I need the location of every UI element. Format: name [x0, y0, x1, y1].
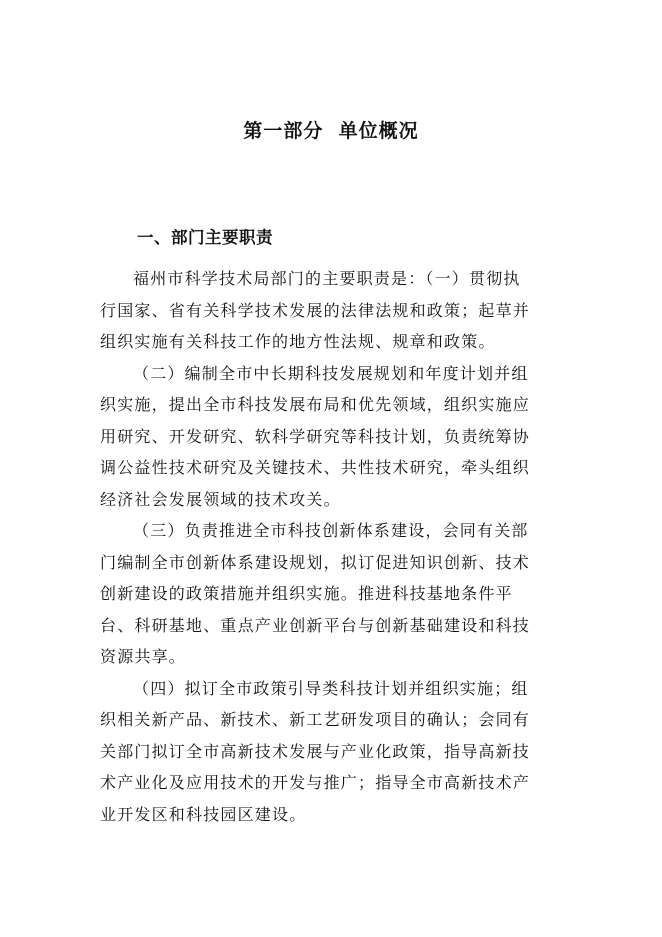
paragraph-line: 行国家、省有关科学技术发展的法律法规和政策；起草并: [100, 300, 531, 320]
paragraph-duty-4: [100, 673, 560, 831]
paragraph-line: （二）编制全市中长期科技发展规划和年度计划并组: [133, 363, 529, 383]
page-title: 第一部分 单位概况: [243, 120, 419, 142]
paragraph-line: 资源共享。: [100, 647, 187, 666]
paragraph-line: 组织实施有关科技工作的地方性法规、规章和政策。: [100, 332, 496, 351]
paragraph-line: 织实施，提出全市科技发展布局和优先领域，组织实施应: [100, 395, 531, 414]
paragraph-duties-intro: [100, 263, 560, 358]
paragraph-line: （四）拟订全市政策引导类科技计划并组织实施；组: [133, 678, 529, 698]
paragraph-line: 关部门拟订全市高新技术发展与产业化政策，指导高新技: [100, 741, 531, 761]
section-heading: 一、部门主要职责: [137, 228, 273, 247]
paragraph-line: 织相关新产品、新技术、新工艺研发项目的确认；会同有: [100, 710, 531, 729]
paragraph-line: 经济社会发展领域的技术攻关。: [100, 489, 341, 509]
paragraph-line: 调公益性技术研究及关键技术、共性技术研究，牵头组织: [100, 458, 531, 477]
paragraph-line: 福州市科学技术局部门的主要职责是：（一）贯彻执: [133, 269, 521, 288]
paragraph-line: 门编制全市创新体系建设规划，拟订促进知识创新、技术: [100, 552, 531, 572]
paragraph-line: 台、科研基地、重点产业创新平台与创新基础建设和科技: [100, 615, 531, 635]
paragraph-line: 用研究、开发研究、软科学研究等科技计划，负责统筹协: [100, 426, 531, 446]
paragraph-line: 术产业化及应用技术的开发与推广；指导全市高新技术产: [100, 773, 531, 792]
paragraph-line: 业开发区和科技园区建设。: [100, 804, 307, 824]
paragraph-duty-3: [100, 515, 560, 673]
paragraph-line: 创新建设的政策措施并组织实施。推进科技基地条件平: [100, 584, 513, 603]
paragraph-line: （三）负责推进全市科技创新体系建设，会同有关部: [133, 521, 529, 540]
paragraph-duty-2: [100, 358, 560, 516]
